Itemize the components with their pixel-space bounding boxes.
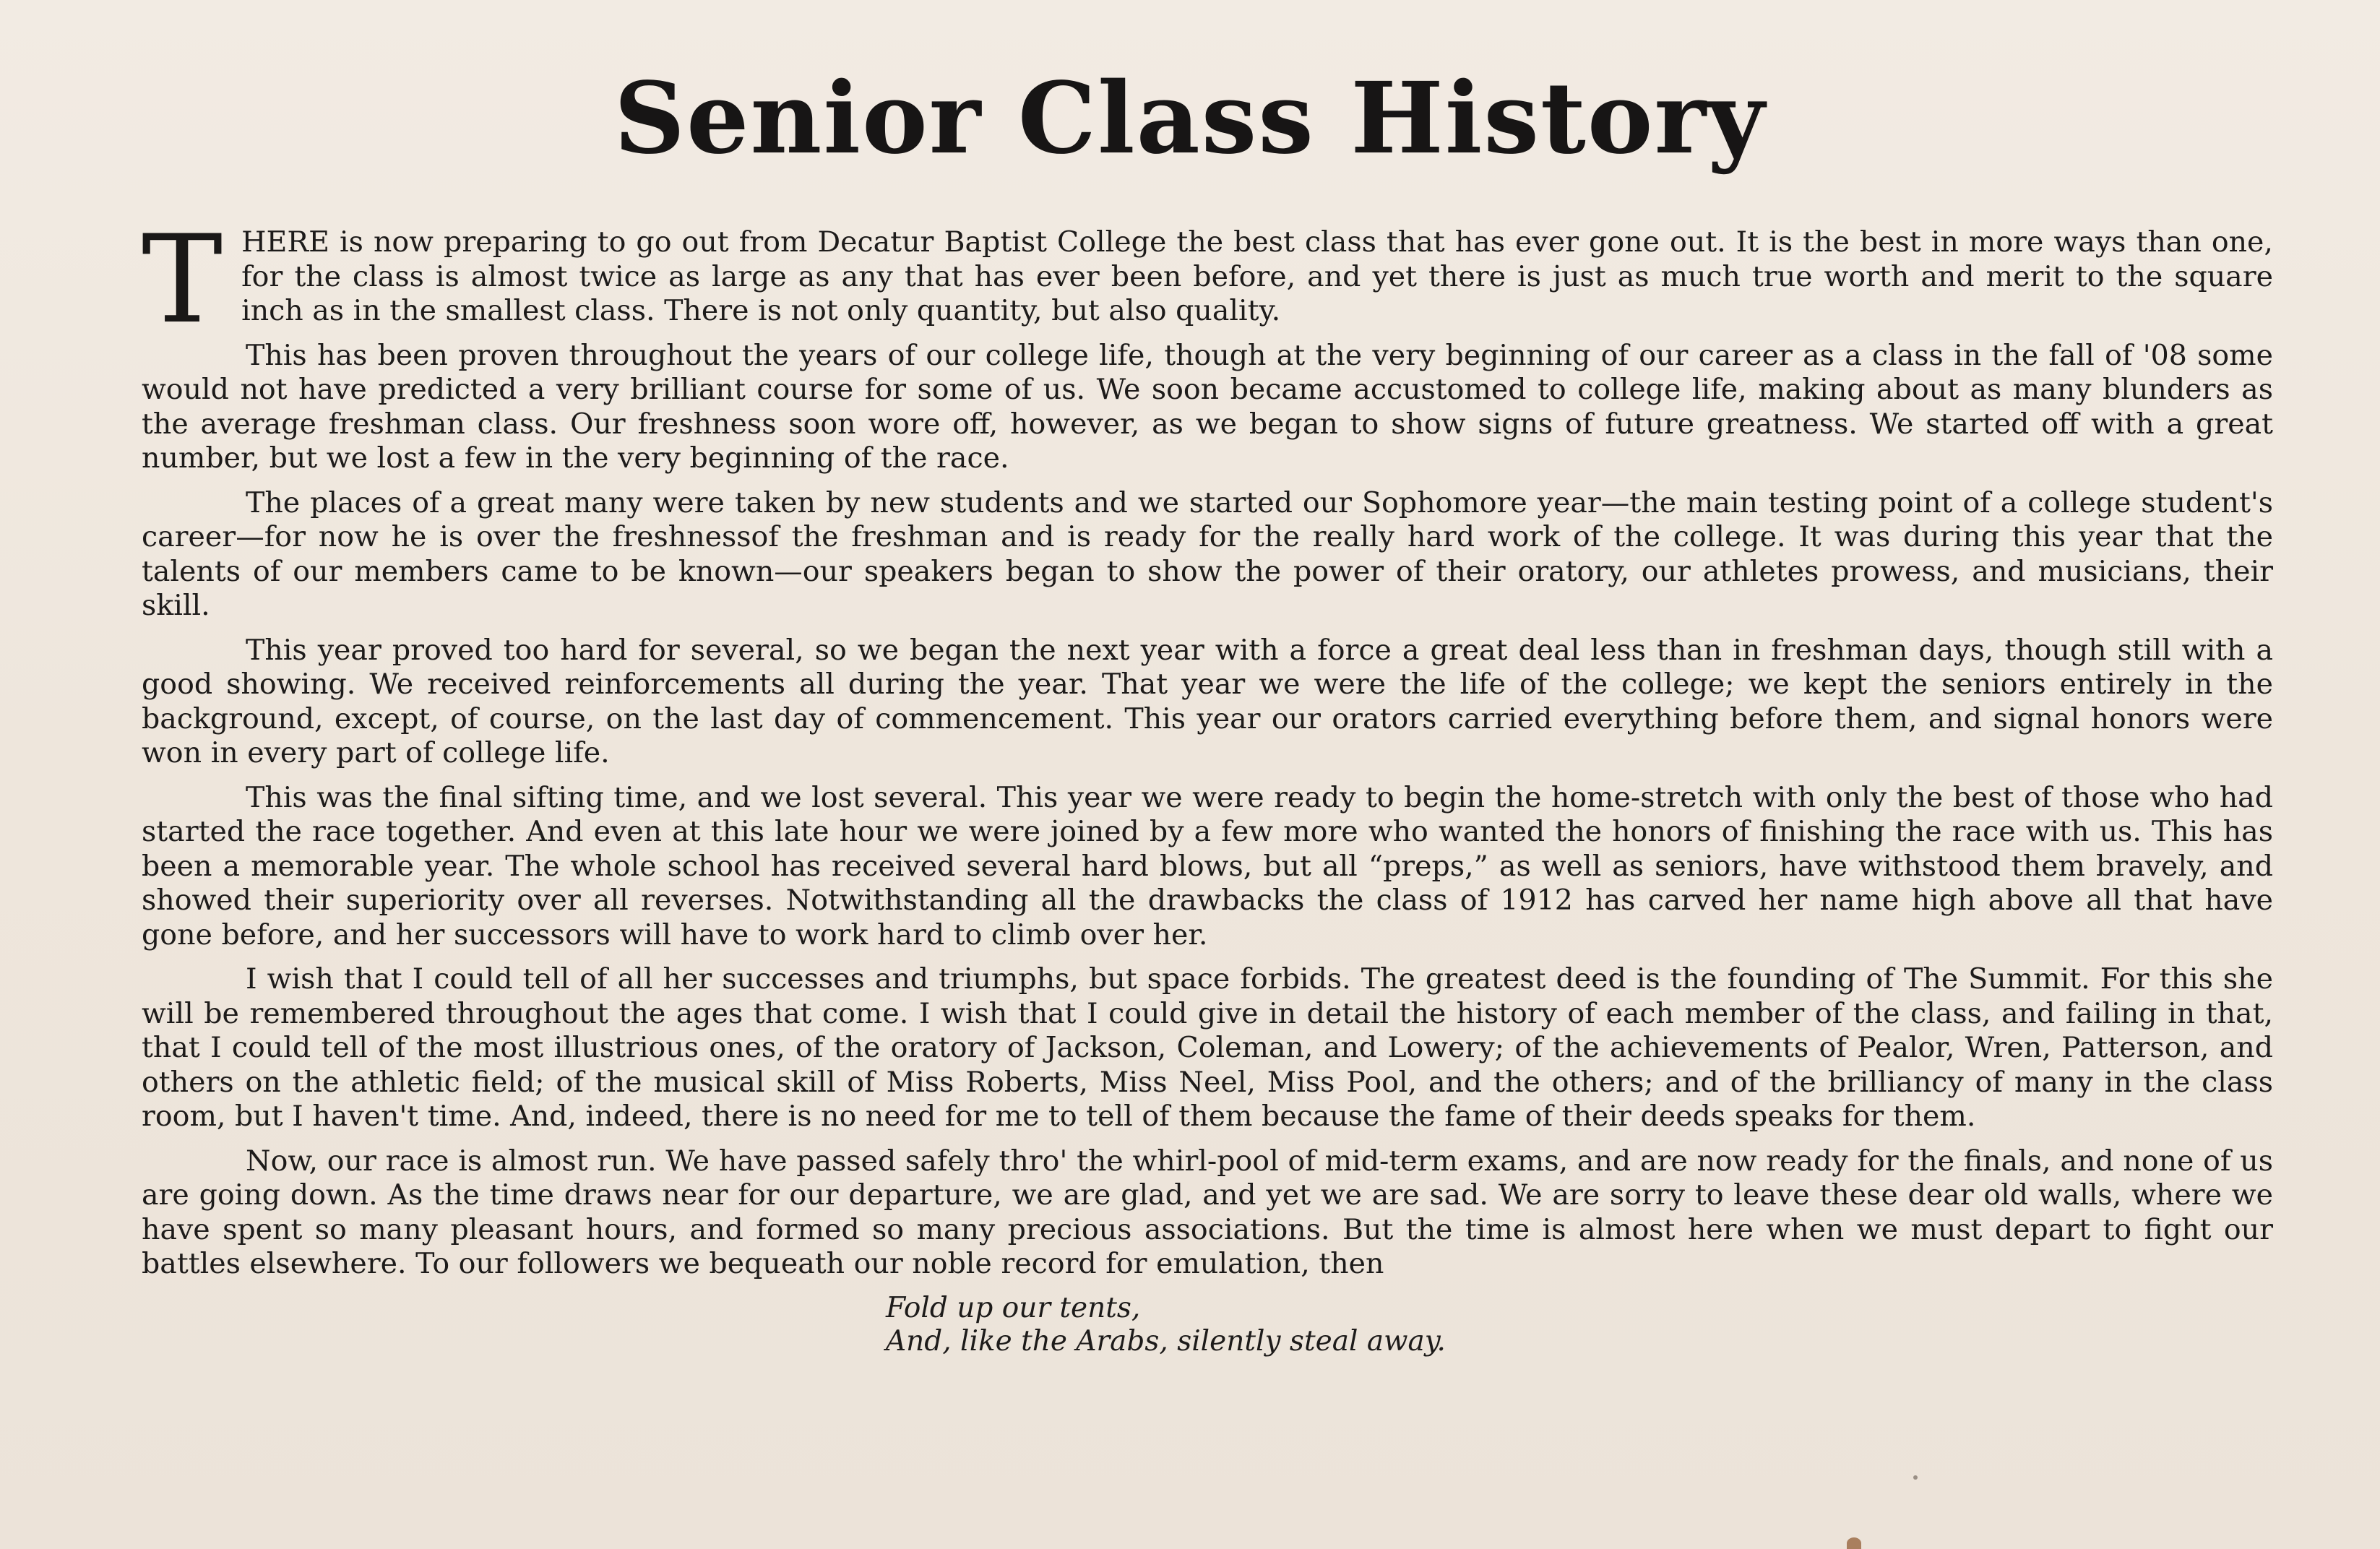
verse-line-2: And, like the Arabs, silently steal away. [886,1324,1446,1358]
drop-cap: T [142,209,223,350]
paper-stain [1847,1537,1861,1549]
paragraph-5: This was the final sifting time, and we lost several. This year we were ready to begin the home-stretch with only the best of those who had started the race together. And even at this late hour we were joined by a few more who wanted the honors of finishing the race with us. This has been a memorable year. The whole school has received several hard blows, but all “preps,” as well as seniors, have withstood them bravely, and showed their superiority over all reverses. Notwithstanding all the drawbacks the class of 1912 has carved her name high above all that have gone before, and her successors will have to work hard to climb over her. [142,780,2273,952]
paragraph-2: This has been proven throughout the years of our college life, though at the very beginning of our career as a class in the fall of '08 some would not have predicted a very brilliant course for some of us. We soon became accustomed to college life, making about as many blunders as the average freshman class. Our freshness soon wore off, however, as we began to show signs of future greatness. We started off with a great number, but we lost a few in the very beginning of the race. [142,338,2273,475]
verse-line-1: Fold up our tents, [886,1291,1141,1324]
paragraph-1-text: HERE is now preparing to go out from Decatur Baptist College the best class that has ever gone out. It is the best in more ways than one, for the class is almost twice as large as any that has ever been before, and yet there is just as much true worth and merit to the square inch as in the smallest class. There is not only quantity, but also quality. [241,225,2273,327]
page-title: Senior Class History [613,61,1767,176]
closing-verse [886,1292,2273,1358]
paragraph-3: The places of a great many were taken by new students and we started our Sophomore year—the main testing point of a college student's career—for now he is over the freshnessof the freshman and is ready for the really hard work of the college. It was during this year that the talents of our members came to be known—our speakers began to show the power of their oratory, our athletes prowess, and musicians, their skill. [142,486,2273,622]
paragraph-6: I wish that I could tell of all her successes and triumphs, but space forbids. The greatest deed is the founding of The Summit. For this she will be remembered throughout the ages that come. I wish that I could give in detail the history of each member of the class, and failing in that, that I could tell of the most illustrious ones, of the oratory of Jackson, Coleman, and Lowery; of the achievements of Pealor, Wren, Patterson, and others on the athletic field; of the musical skill of Miss Roberts, Miss Neel, Miss Pool, and the others; and of the brilliancy of many in the class room, but I haven't time. And, indeed, there is no need for me to tell of them because the fame of their deeds speaks for them. [142,962,2273,1133]
paragraph-1 [142,209,2273,350]
article-body [142,209,2273,1358]
paper-speck [1913,1475,1918,1480]
paragraph-7: Now, our race is almost run. We have passed safely thro' the whirl-pool of mid-term exams, and are now ready for the finals, and none of us are going down. As the time draws near for our departure, we are glad, and yet we are sad. We are sorry to leave these dear old walls, where we have spent so many pleasant hours, and formed so many precious associations. But the time is almost here when we must depart to fight our battles elsewhere. To our followers we bequeath our noble record for emulation, then [142,1144,2273,1280]
paragraph-4: This year proved too hard for several, so we began the next year with a force a great deal less than in freshman days, though still with a good showing. We received reinforcements all during the year. That year we were the life of the college; we kept the seniors entirely in the background, except, of course, on the last day of commencement. This year our orators carried everything before them, and signal honors were won in every part of college life. [142,633,2273,769]
